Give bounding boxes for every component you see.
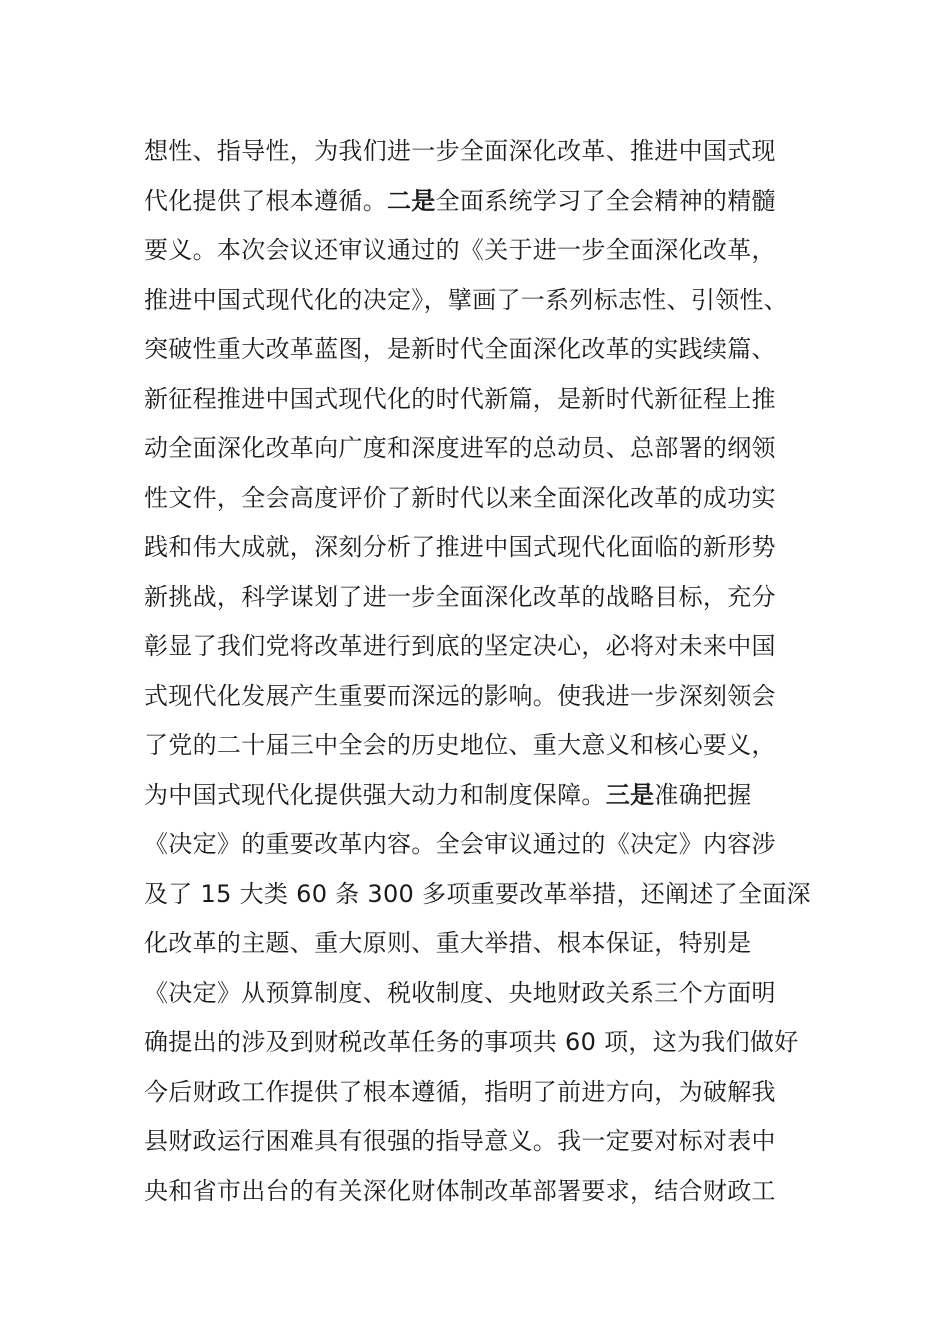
text-segment: 性文件，全会高度评价了新时代以来全面深化改革的成功实	[144, 483, 776, 512]
text-line	[144, 672, 824, 722]
text-line	[144, 1068, 824, 1118]
text-segment: 准确把握	[654, 780, 752, 809]
body-paragraph	[144, 127, 824, 1216]
text-line	[144, 721, 824, 771]
text-line	[144, 226, 824, 276]
text-line	[144, 177, 824, 227]
text-segment: 践和伟大成就，深刻分析了推进中国式现代化面临的新形势	[144, 533, 776, 561]
text-line	[144, 276, 824, 326]
text-line	[144, 1018, 824, 1068]
text-line	[144, 375, 824, 425]
text-segment: 代化提供了根本遵循。	[144, 186, 387, 215]
text-line	[144, 424, 824, 474]
text-line	[144, 622, 824, 672]
bold-keyword: 三是	[605, 780, 655, 809]
text-segment: 全面系统学习了全会精神的精髓	[435, 186, 776, 215]
bold-keyword: 二是	[387, 186, 436, 215]
text-segment: 彰显了我们党将改革进行到底的坚定决心，必将对未来中国	[144, 632, 776, 660]
text-line	[144, 919, 824, 969]
text-line	[144, 1167, 824, 1217]
text-line	[144, 573, 824, 623]
text-segment: 为中国式现代化提供强大动力和制度保障。	[144, 780, 606, 809]
text-segment: 突破性重大改革蓝图，是新时代全面深化改革的实践续篇、	[144, 335, 776, 363]
text-segment: 《决定》从预算制度、税收制度、央地财政关系三个方面明	[144, 978, 776, 1007]
text-segment: 新征程推进中国式现代化的时代新篇，是新时代新征程上推	[144, 384, 776, 413]
text-segment: 央和省市出台的有关深化财体制改革部署要求，结合财政工	[144, 1176, 776, 1205]
text-line	[144, 325, 824, 375]
text-line	[144, 127, 824, 177]
text-line	[144, 870, 824, 920]
text-line	[144, 1117, 824, 1167]
text-segment: 推进中国式现代化的决定》，擘画了一系列标志性、引领性、	[144, 285, 789, 314]
text-segment: 式现代化发展产生重要而深远的影响。使我进一步深刻领会	[144, 681, 776, 710]
text-segment: 及了 15 大类 60 条 300 多项重要改革举措，还阐述了全面深	[144, 879, 811, 908]
text-segment: 确提出的涉及到财税改革任务的事项共 60 项，这为我们做好	[144, 1028, 799, 1056]
text-segment: 《决定》的重要改革内容。全会审议通过的《决定》内容涉	[144, 830, 776, 858]
text-line	[144, 474, 824, 524]
text-line	[144, 969, 824, 1019]
text-segment: 化改革的主题、重大原则、重大举措、根本保证，特别是	[144, 929, 752, 957]
text-segment: 今后财政工作提供了根本遵循，指明了前进方向，为破解我	[144, 1077, 776, 1106]
text-segment: 想性、指导性，为我们进一步全面深化改革、推进中国式现	[144, 137, 776, 165]
text-segment: 动全面深化改革向广度和深度进军的总动员、总部署的纲领	[144, 434, 776, 462]
text-segment: 要义。本次会议还审议通过的《关于进一步全面深化改革，	[144, 236, 776, 264]
text-line	[144, 771, 824, 821]
text-segment: 了党的二十届三中全会的历史地位、重大意义和核心要义，	[144, 731, 776, 759]
text-line	[144, 523, 824, 573]
text-segment: 县财政运行困难具有很强的指导意义。我一定要对标对表中	[144, 1127, 776, 1155]
text-segment: 新挑战，科学谋划了进一步全面深化改革的战略目标，充分	[144, 582, 776, 611]
text-line	[144, 820, 824, 870]
